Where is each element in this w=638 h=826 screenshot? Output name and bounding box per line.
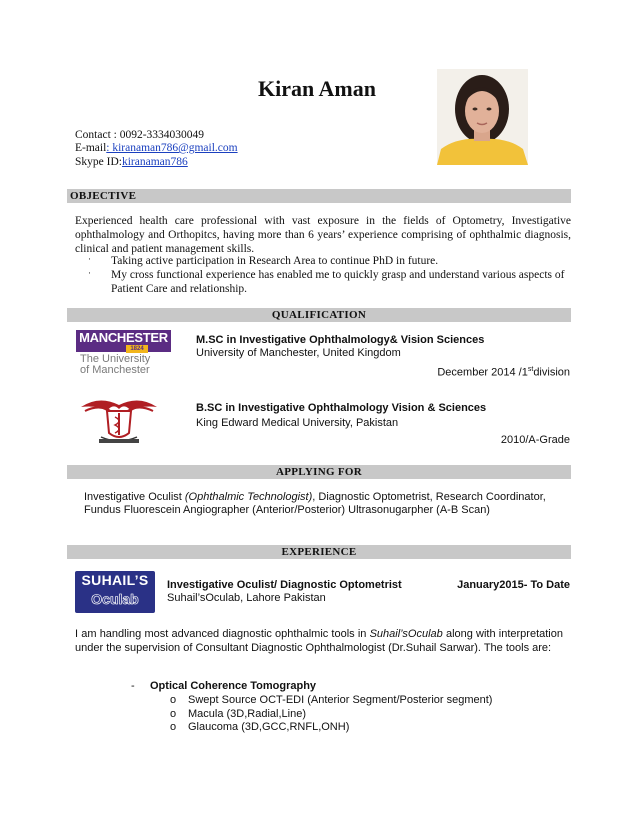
objective-bullet-1: Taking active participation in Research Area to continue PhD in future.: [111, 255, 439, 267]
applying-for-italic: (Ophthalmic Technologist): [184, 491, 313, 503]
bullet-marker: ·: [88, 254, 91, 264]
job-title: Investigative Oculist/ Diagnostic Optometrist: [167, 579, 402, 591]
manchester-logo-line2: The University: [80, 353, 151, 365]
suhails-oculab-logo: [75, 571, 155, 613]
section-header-applying-for: APPLYING FOR: [67, 465, 571, 479]
king-edward-logo: [79, 393, 159, 445]
applying-for-line-2: Fundus Fluorescein Angiographer (Anterior/Posterior) Ultrasonugarpher (A-B Scan): [84, 504, 490, 516]
tool-sub-item-2: Macula (3D,Radial,Line): [188, 708, 306, 720]
manchester-logo-wordmark: MANCHESTER: [76, 330, 171, 352]
tool-name: Optical Coherence Tomography: [150, 680, 317, 692]
sub-marker: o: [170, 708, 177, 720]
degree-date-msc-sup: st: [527, 366, 534, 373]
applying-for-line-1: [84, 490, 546, 504]
degree-date-msc: [437, 366, 570, 379]
degree-date-msc-suffix: division: [533, 366, 570, 379]
skype-link[interactable]: kiranaman786: [121, 156, 188, 168]
sub-marker: o: [170, 694, 177, 706]
tool-sub-item-1: Swept Source OCT-EDI (Anterior Segment/Posterior segment): [188, 694, 493, 706]
job-employer: Suhail’sOculab, Lahore Pakistan: [167, 592, 326, 604]
applying-for-line-1-post: , Diagnostic Optometrist, Research Coordinator,: [312, 491, 546, 503]
manchester-logo: [76, 330, 171, 378]
contact-email: [75, 141, 238, 155]
section-header-qualification: QUALIFICATION: [67, 308, 571, 322]
oculab-logo-line2: Oculab: [91, 591, 139, 607]
degree-date-bsc: 2010/A-Grade: [500, 434, 570, 446]
job-date: January2015- To Date: [457, 579, 570, 591]
oculab-logo-line1: SUHAIL’S: [81, 572, 149, 588]
contact-phone: Contact : 0092-3334030049: [75, 129, 205, 141]
contact-skype: [75, 155, 188, 169]
tool-sub-item-3: Glaucoma (3D,GCC,RNFL,ONH): [188, 721, 350, 733]
degree-university-msc: University of Manchester, United Kingdom: [196, 347, 401, 359]
manchester-logo-line3: of Manchester: [80, 364, 150, 376]
experience-description-italic: Suhail’sOculab: [369, 628, 443, 640]
profile-photo: [437, 69, 528, 165]
email-label: E-mail: [75, 142, 107, 154]
objective-text: Experienced health care professional with vast exposure in the fields of Optometry, Investigative ophthalmology and Orthopitcs, having more than 6 years’ experience comprising of ophthalmic diagnosis, clinical and patient management skills.: [75, 215, 571, 255]
email-link[interactable]: : kiranaman786@gmail.com: [106, 142, 238, 154]
manchester-logo-year: 1824: [126, 345, 148, 353]
experience-description-post: along with interpretation under the supervision of Consultant Diagnostic Ophthalmologist (Dr.Suhail Sarwar). The tools are:: [75, 628, 563, 654]
applying-for-line-1-pre: Investigative Oculist: [84, 491, 185, 503]
degree-date-msc-main: December 2014 /1: [437, 366, 528, 379]
section-header-experience: EXPERIENCE: [67, 545, 571, 559]
candidate-name: Kiran Aman: [258, 76, 376, 101]
tool-marker: -: [131, 680, 135, 692]
skype-label: Skype ID:: [75, 156, 122, 168]
objective-bullet-2: My cross functional experience has enabled me to quickly grasp and understand various aspects of Patient Care and relationship.: [111, 269, 565, 295]
bullet-marker: ·: [88, 268, 91, 278]
degree-title-msc: M.SC in Investigative Ophthalmology& Vision Sciences: [196, 334, 485, 346]
experience-description: [75, 627, 563, 655]
degree-university-bsc: King Edward Medical University, Pakistan: [196, 417, 399, 429]
section-header-objective: OBJECTIVE: [67, 189, 571, 203]
sub-marker: o: [170, 721, 177, 733]
experience-description-pre: I am handling most advanced diagnostic ophthalmic tools in: [75, 628, 370, 640]
degree-title-bsc: B.SC in Investigative Ophthalmology Vision & Sciences: [196, 402, 487, 414]
